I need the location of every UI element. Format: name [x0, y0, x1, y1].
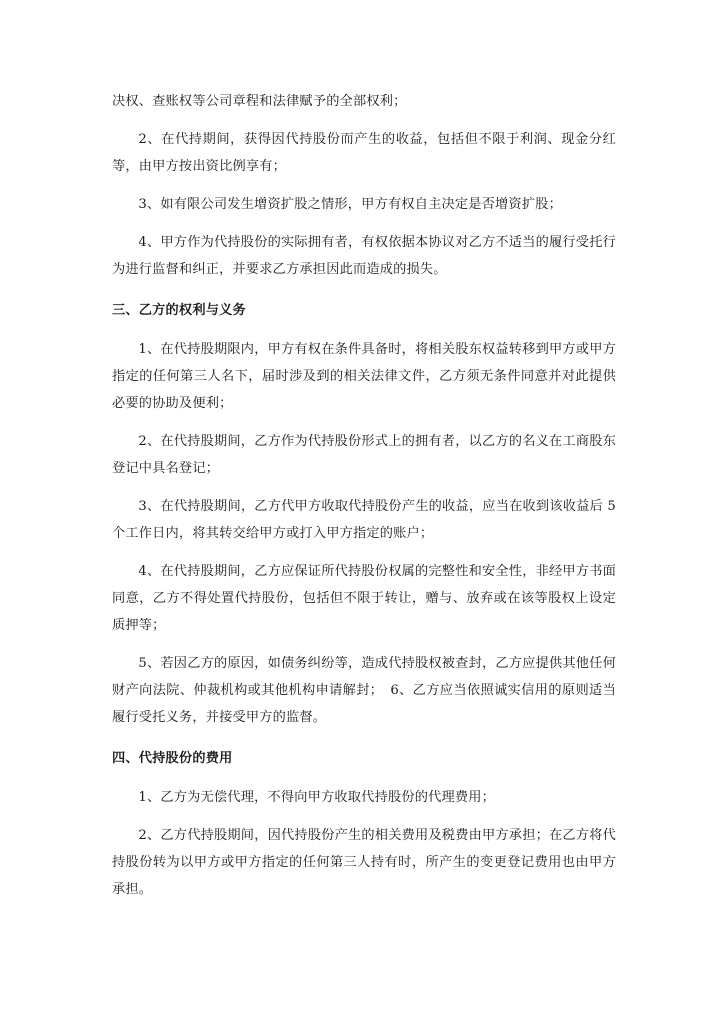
section3-item-3: 3、在代持股期间，乙方代甲方收取代持股份产生的收益，应当在收到该收益后 5 个工作日内，将其转交给甲方或打入甲方指定的账户； — [112, 499, 616, 541]
section3-item-2: 2、在代持股期间，乙方作为代持股份形式上的拥有者，以乙方的名义在工商股东登记中具名登记； — [112, 434, 616, 476]
paragraph-2: 2、在代持期间，获得因代持股份而产生的收益，包括但不限于利润、现金分红等，由甲方按出资比例享有； — [112, 132, 616, 174]
paragraph-3: 3、如有限公司发生增资扩股之情形，甲方有权自主决定是否增资扩股； — [138, 197, 562, 212]
paragraph-4: 4、甲方作为代持股份的实际拥有者，有权依据本协议对乙方不适当的履行受托行为进行监督和纠正，并要求乙方承担因此而造成的损失。 — [112, 235, 616, 277]
section3-item-4: 4、在代持股期间，乙方应保证所代持股份权属的完整性和安全性，非经甲方书面同意，乙方不得处置代持股份，包括但不限于转让，赠与、放弃或在该等股权上设定质押等； — [112, 564, 616, 633]
section3-item-5: 5、若因乙方的原因，如债务纠纷等，造成代持股权被查封，乙方应提供其他任何财产向法院、仲裁机构或其他机构申请解封； 6、乙方应当依照诚实信用的原则适当履行受托义务，并接受甲方的监督。 — [112, 656, 616, 725]
section3-item-1: 1、在代持股期限内，甲方有权在条件具备时，将相关股东权益转移到甲方或甲方指定的任何第三人名下，届时涉及到的相关法律文件，乙方须无条件同意并对此提供必要的协助及便利； — [112, 342, 616, 411]
section-heading-3: 三、乙方的权利与义务 — [112, 303, 246, 318]
section4-item-1: 1、乙方为无偿代理，不得向甲方收取代持股份的代理费用； — [138, 790, 496, 805]
section-heading-4: 四、代持股份的费用 — [112, 751, 233, 766]
paragraph-continued: 决权、查账权等公司章程和法律赋予的全部权利； — [112, 94, 407, 109]
section4-item-2: 2、乙方代持股期间，因代持股份产生的相关费用及税费由甲方承担；在乙方将代持股份转为以甲方或甲方指定的任何第三人持有时，所产生的变更登记费用也由甲方承担。 — [112, 828, 616, 897]
document-body — [112, 88, 616, 903]
